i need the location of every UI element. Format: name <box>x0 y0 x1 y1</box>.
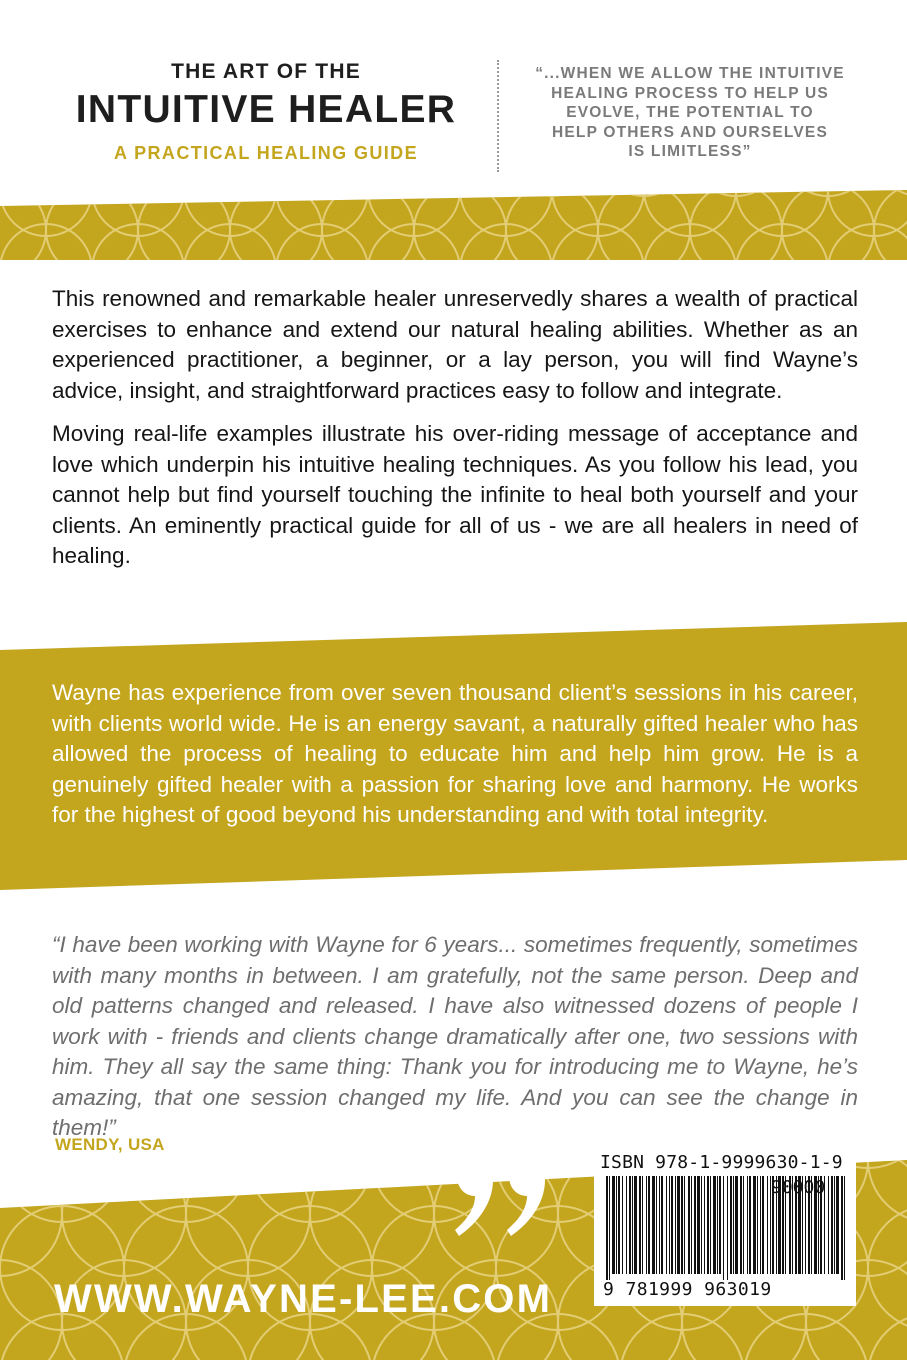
barcode-bar <box>629 1176 631 1274</box>
about-block-edge <box>0 860 907 920</box>
barcode-bar <box>836 1176 839 1274</box>
book-title: INTUITIVE HEALER <box>75 88 457 131</box>
barcode-bar <box>688 1176 690 1274</box>
pattern-circle <box>230 190 322 196</box>
top-pattern-band <box>0 190 907 260</box>
quote-line: HELP OTHERS AND OURSELVES <box>551 123 829 141</box>
pattern-circle <box>322 190 414 196</box>
barcode-bar <box>785 1176 786 1274</box>
barcode-bar <box>612 1176 615 1274</box>
barcode-bar <box>733 1176 734 1274</box>
barcode-bar <box>710 1176 711 1274</box>
barcode-bar <box>834 1176 835 1274</box>
barcode-bar <box>792 1176 793 1274</box>
barcode-bar <box>798 1176 801 1274</box>
barcode-bar <box>675 1176 676 1274</box>
barcode-bar <box>757 1176 758 1274</box>
barcode-bar <box>789 1176 791 1274</box>
barcode-bar <box>831 1176 833 1274</box>
barcode-bar <box>719 1176 721 1274</box>
barcode-bar <box>677 1176 680 1274</box>
barcode-bar <box>684 1176 685 1274</box>
website-link[interactable]: WWW.WAYNE-LEE.COM <box>54 1277 553 1321</box>
barcode-bar <box>740 1176 742 1274</box>
barcode-bar <box>723 1176 724 1280</box>
barcode-bar <box>735 1176 738 1274</box>
pattern-circle <box>62 1160 186 1168</box>
barcode-bar <box>606 1176 608 1280</box>
testimonial-author: WENDY, USA <box>55 1135 165 1154</box>
pattern-circle <box>414 190 506 196</box>
barcode-bar <box>704 1176 705 1274</box>
pattern-circle <box>506 190 598 196</box>
barcode-bar <box>697 1176 700 1274</box>
barcode-bar <box>701 1176 702 1274</box>
barcode-bar <box>652 1176 655 1274</box>
barcode <box>604 1176 852 1280</box>
quote-line: EVOLVE, THE POTENTIAL TO <box>566 104 814 121</box>
barcode-bar <box>669 1176 670 1274</box>
barcode-bar <box>753 1176 756 1274</box>
barcode-bar <box>762 1176 764 1274</box>
barcode-bar <box>616 1176 617 1274</box>
barcode-bar <box>747 1176 748 1274</box>
about-text: Wayne has experience from over seven thousand client’s sessions in his career, with clients world wide. He is an energy savant, a naturally gifted healer who has allowed the process of healing to educate him and help him grow. He is a genuinely gifted healer with a passion for sharing love and harmony. He works for the highest of good beyond his understanding and with total integrity. <box>52 680 858 827</box>
barcode-bar <box>694 1176 696 1274</box>
isbn-label: ISBN 978-1-9999630-1-9 <box>600 1152 843 1173</box>
barcode-bar <box>814 1176 817 1274</box>
title-small: THE ART OF THE <box>171 60 361 83</box>
barcode-bar <box>811 1176 812 1274</box>
barcode-bar <box>707 1176 709 1274</box>
description-paragraph-2: Moving real-life examples illustrate his over-riding message of acceptance and love which underpin his intuitive healing techniques. As you follow his lead, you cannot help but find yourself touching the infinite to heal both yourself and your clients. An eminently practical guide for all of us - we are all healers in need of healing. <box>52 421 858 568</box>
quote-line: “...WHEN WE ALLOW THE INTUITIVE <box>535 65 845 82</box>
barcode-bar <box>802 1176 803 1274</box>
barcode-bar <box>691 1176 692 1274</box>
barcode-bar <box>727 1176 728 1280</box>
barcode-bar <box>818 1176 819 1274</box>
barcode-bar <box>661 1176 663 1274</box>
barcode-bar <box>681 1176 683 1274</box>
barcode-bar <box>656 1176 657 1274</box>
barcode-bar <box>767 1176 768 1274</box>
barcode-bar <box>639 1176 641 1274</box>
header-quote <box>503 64 877 162</box>
barcode-bar <box>805 1176 806 1274</box>
pattern-circle <box>0 190 46 196</box>
barcode-bar <box>632 1176 633 1274</box>
barcode-bar <box>618 1176 620 1274</box>
barcode-bar <box>648 1176 650 1274</box>
barcode-bar <box>717 1176 718 1274</box>
barcode-bar <box>820 1176 822 1274</box>
barcode-bar <box>609 1176 610 1280</box>
barcode-bar <box>778 1176 781 1274</box>
barcode-bar <box>626 1176 627 1274</box>
description <box>52 284 858 572</box>
pattern-circle <box>310 1160 434 1168</box>
testimonial-text: “I have been working with Wayne for 6 years... sometimes frequently, sometimes with many months in between. I am gratefully, not the same person. Deep and old patterns changed and released. I have also witnessed dozens of people I work with - friends and clients change dramatically after one, two sessions with him. They all say the same thing: Thank you for introducing me to Wayne, he’s amazing, that one session changed my life. And you can see the change in them!” <box>52 932 858 1140</box>
barcode-bar <box>770 1176 771 1274</box>
barcode-bar <box>795 1176 797 1274</box>
pattern-circle <box>138 190 230 196</box>
barcode-bar <box>743 1176 744 1274</box>
barcode-bar <box>642 1176 643 1274</box>
quote-line: HEALING PROCESS TO HELP US <box>551 84 829 102</box>
barcode-bar <box>659 1176 660 1274</box>
subtitle: A PRACTICAL HEALING GUIDE <box>113 143 418 163</box>
pattern-circle <box>186 1160 310 1168</box>
barcode-bar <box>749 1176 751 1274</box>
barcode-bar <box>844 1176 845 1280</box>
barcode-bar <box>841 1176 843 1280</box>
pattern-circle <box>46 190 138 196</box>
closing-quote-icon <box>455 1150 555 1240</box>
barcode-bar <box>634 1176 637 1274</box>
barcode-bar <box>760 1176 761 1274</box>
description-paragraph-1: This renowned and remarkable healer unreservedly shares a wealth of practical exercises to enhance and extend our natural healing abilities. Whether as an experienced practitioner, a beginner, or a lay person, you will find Wayne’s advice, insight, and straightforward practices easy to follow and integrate. <box>52 286 858 403</box>
barcode-bar <box>671 1176 673 1274</box>
barcode-bar <box>622 1176 623 1274</box>
quote-line: IS LIMITLESS” <box>628 143 752 160</box>
header-divider <box>497 60 499 172</box>
barcode-bar <box>808 1176 810 1274</box>
barcode-bar <box>666 1176 667 1274</box>
barcode-bar <box>730 1176 732 1274</box>
pattern-circle <box>0 1160 62 1168</box>
barcode-bar <box>782 1176 784 1274</box>
barcode-number: 9 781999 963019 <box>603 1279 772 1300</box>
barcode-bar <box>772 1176 774 1274</box>
barcode-bar <box>713 1176 716 1274</box>
barcode-bar <box>776 1176 777 1274</box>
barcode-bar <box>828 1176 829 1274</box>
barcode-bar <box>646 1176 647 1274</box>
barcode-bar <box>824 1176 825 1274</box>
